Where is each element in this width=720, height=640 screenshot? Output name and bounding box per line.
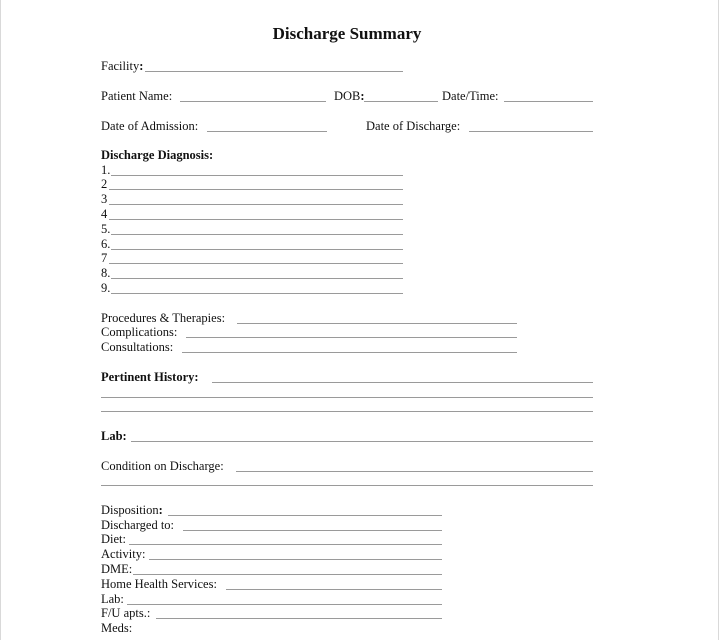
patient-name-field[interactable] bbox=[180, 101, 326, 102]
diagnosis-field[interactable] bbox=[111, 293, 403, 294]
page-border-left bbox=[0, 0, 1, 640]
document-title: Discharge Summary bbox=[272, 24, 422, 43]
facility-label: Facility: bbox=[101, 59, 144, 73]
complications-label: Complications: bbox=[101, 325, 178, 339]
diagnosis-field[interactable] bbox=[111, 234, 403, 235]
admission-date-label: Date of Admission: bbox=[101, 119, 199, 133]
dob-label: DOB: bbox=[334, 89, 365, 103]
procedures-label: Procedures & Therapies: bbox=[101, 311, 226, 325]
facility-field[interactable] bbox=[145, 71, 403, 72]
procedures-field[interactable] bbox=[237, 323, 517, 324]
dme-field[interactable] bbox=[133, 574, 442, 575]
activity-field[interactable] bbox=[149, 559, 442, 560]
lab-heading: Lab: bbox=[101, 429, 127, 443]
diagnosis-number: 4 bbox=[101, 207, 108, 221]
home-health-field[interactable] bbox=[226, 589, 442, 590]
lab-field[interactable] bbox=[131, 441, 593, 442]
diagnosis-number: 7 bbox=[101, 251, 108, 265]
pertinent-history-line[interactable] bbox=[101, 397, 593, 398]
lab-label: Lab: bbox=[101, 592, 124, 606]
fu-appointments-field[interactable] bbox=[156, 618, 442, 619]
condition-field[interactable] bbox=[236, 471, 593, 472]
diagnosis-number: 5. bbox=[101, 222, 111, 236]
consultations-label: Consultations: bbox=[101, 340, 174, 354]
discharged-to-field[interactable] bbox=[183, 530, 442, 531]
discharge-date-field[interactable] bbox=[469, 131, 593, 132]
disposition-label: Disposition: bbox=[101, 503, 163, 517]
diagnosis-field[interactable] bbox=[109, 204, 403, 205]
diagnosis-number: 6. bbox=[101, 237, 111, 251]
diagnosis-field[interactable] bbox=[109, 189, 403, 190]
diagnosis-number: 8. bbox=[101, 266, 111, 280]
condition-line[interactable] bbox=[101, 485, 593, 486]
activity-label: Activity: bbox=[101, 547, 146, 561]
diet-label: Diet: bbox=[101, 532, 126, 546]
meds-label: Meds: bbox=[101, 621, 133, 635]
diet-field[interactable] bbox=[129, 544, 442, 545]
dob-field[interactable] bbox=[364, 101, 438, 102]
pertinent-history-line[interactable] bbox=[101, 411, 593, 412]
consultations-field[interactable] bbox=[182, 352, 517, 353]
diagnosis-field[interactable] bbox=[111, 249, 403, 250]
fu-appointments-label: F/U apts.: bbox=[101, 606, 151, 620]
condition-label: Condition on Discharge: bbox=[101, 459, 224, 473]
page-border-right bbox=[718, 0, 719, 640]
patient-name-label: Patient Name: bbox=[101, 89, 173, 103]
discharged-to-label: Discharged to: bbox=[101, 518, 175, 532]
datetime-label: Date/Time: bbox=[442, 89, 499, 103]
diagnosis-heading: Discharge Diagnosis: bbox=[101, 148, 214, 162]
admission-date-field[interactable] bbox=[207, 131, 327, 132]
disposition-field[interactable] bbox=[168, 515, 442, 516]
diagnosis-number: 9. bbox=[101, 281, 111, 295]
diagnosis-number: 1. bbox=[101, 163, 111, 177]
diagnosis-field[interactable] bbox=[111, 175, 403, 176]
diagnosis-number: 2 bbox=[101, 177, 108, 191]
diagnosis-field[interactable] bbox=[109, 219, 403, 220]
diagnosis-field[interactable] bbox=[111, 278, 403, 279]
diagnosis-number: 3 bbox=[101, 192, 108, 206]
pertinent-history-label: Pertinent History: bbox=[101, 370, 199, 384]
discharge-date-label: Date of Discharge: bbox=[366, 119, 461, 133]
diagnosis-field[interactable] bbox=[109, 263, 403, 264]
pertinent-history-field[interactable] bbox=[212, 382, 593, 383]
lab-result-field[interactable] bbox=[127, 604, 442, 605]
complications-field[interactable] bbox=[186, 337, 517, 338]
dme-label: DME: bbox=[101, 562, 133, 576]
home-health-label: Home Health Services: bbox=[101, 577, 217, 591]
datetime-field[interactable] bbox=[504, 101, 593, 102]
